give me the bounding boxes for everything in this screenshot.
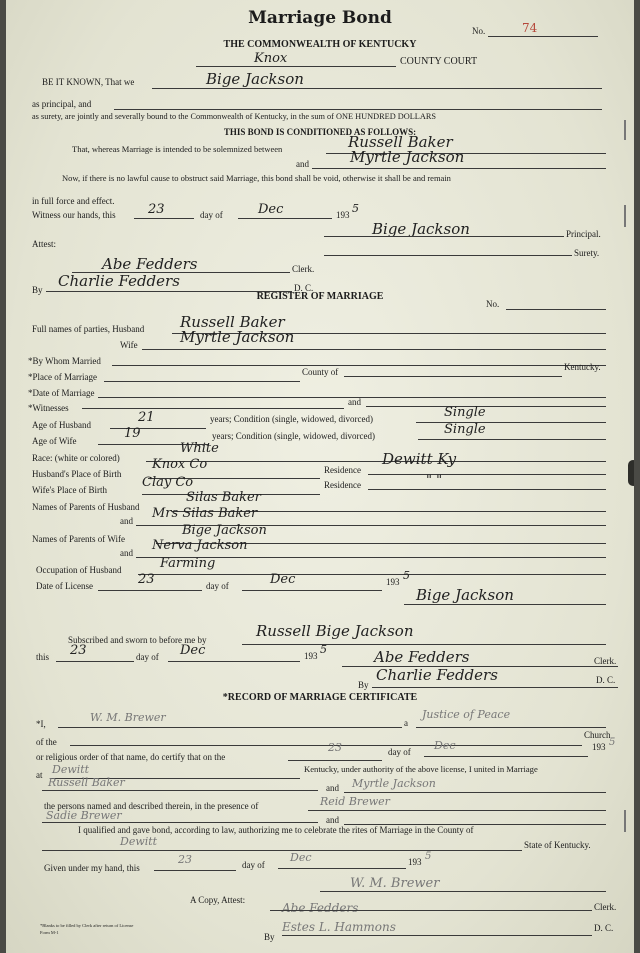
sworn-year-digit: 5 <box>320 643 327 656</box>
cert-month: Dec <box>434 739 456 752</box>
bond-month: Dec <box>258 202 284 217</box>
register-dc-signature: Charlie Fedders <box>376 666 498 684</box>
by-whom-label: *By Whom Married <box>28 356 101 366</box>
footnote-2: Form M-1 <box>40 930 59 935</box>
cert-given-day: 23 <box>178 853 192 866</box>
cert-a-label: a <box>404 718 408 728</box>
wife-name: Myrtle Jackson <box>180 328 295 346</box>
license-day: 23 <box>138 572 155 587</box>
occupation-label: Occupation of Husband <box>36 565 122 575</box>
cert-witness-2: Sadie Brewer <box>46 809 122 822</box>
cert-at-label: at <box>36 770 43 780</box>
copy-by-label: By <box>264 932 275 942</box>
license-month: Dec <box>270 572 296 587</box>
wife-residence: " " <box>426 473 443 488</box>
witnesses-and: and <box>348 397 361 407</box>
cert-i-label: *I, <box>36 719 46 729</box>
cert-witness-1: Reid Brewer <box>320 795 390 808</box>
age-wife: 19 <box>124 426 141 441</box>
register-number-label: No. <box>486 299 500 309</box>
principal-label: Principal. <box>566 229 601 239</box>
bond-day: 23 <box>148 202 165 217</box>
residence-label-w: Residence <box>324 480 361 490</box>
surety-text: as surety, are jointly and severally bound to the Commonwealth of Kentucky, in the sum of ONE HUNDRED DOLLARS <box>32 112 437 121</box>
condition-label-w: years; Condition (single, widowed, divorced) <box>212 431 375 441</box>
cert-religious-text: or religious order of that name, do certify that on the <box>36 752 226 762</box>
county-court-label: COUNTY COURT <box>400 56 478 67</box>
cert-given-text: Given under my hand, this <box>44 863 140 873</box>
certificate-heading: *RECORD OF MARRIAGE CERTIFICATE <box>222 692 418 703</box>
document-title: Marriage Bond <box>248 8 392 28</box>
cert-given-year-digit: 5 <box>425 851 432 862</box>
sworn-month: Dec <box>180 643 206 658</box>
wife-mother: Nerva Jackson <box>152 538 248 553</box>
day-of-text: day of <box>200 210 223 220</box>
county-of-label: County of <box>302 367 339 377</box>
cert-place: Dewitt <box>52 763 90 776</box>
bond-clerk-signature: Abe Fedders <box>102 255 198 273</box>
license-year-digit: 5 <box>403 569 410 582</box>
condition-husband: Single <box>444 405 486 420</box>
bond-year-digit: 5 <box>352 202 359 215</box>
cert-of-the: of the <box>36 737 57 747</box>
condition-wife: Single <box>444 422 486 437</box>
place-label: *Place of Marriage <box>28 372 97 382</box>
wife-father: Bige Jackson <box>182 523 267 538</box>
cert-year-prefix: 193 <box>592 742 606 752</box>
binder-mark-1 <box>624 120 626 140</box>
husband-residence: Dewitt Ky <box>382 450 457 468</box>
bond-number: 74 <box>522 21 538 35</box>
be-it-known-text: BE IT KNOWN, That we <box>42 77 135 87</box>
cert-groom: Russell Baker <box>48 776 125 789</box>
parents-h-and: and <box>120 516 133 526</box>
husband-father: Silas Baker <box>186 490 261 505</box>
cert-state-label: State of Kentucky. <box>524 840 591 850</box>
cert-given-day-of: day of <box>242 860 265 870</box>
register-dc-label: D. C. <box>596 675 616 685</box>
binder-mark-2 <box>624 205 626 227</box>
copy-dc-signature: Estes L. Hammons <box>282 920 396 934</box>
cert-day: 23 <box>328 741 342 754</box>
bond-party-husband: Russell Baker <box>348 133 453 151</box>
register-clerk-label: Clerk. <box>594 656 617 666</box>
cert-witness-and: and <box>326 815 339 825</box>
license-date-label: Date of License <box>36 581 93 591</box>
cert-qualified-text: I qualified and gave bond, according to law, authorizing me to celebrate the rites of Marriage in the County of <box>78 825 474 835</box>
husband-birthplace: Knox Co <box>152 457 208 472</box>
commonwealth-heading: THE COMMONWEALTH OF KENTUCKY <box>223 39 417 50</box>
whereas-text: That, whereas Marriage is intended to be solemnized between <box>72 144 283 154</box>
age-wife-label: Age of Wife <box>32 436 77 446</box>
marriage-bond-document <box>6 0 634 953</box>
attest-label: Attest: <box>32 239 56 249</box>
bond-year-prefix: 193 <box>336 210 350 220</box>
cert-officiant-signature: W. M. Brewer <box>350 876 440 891</box>
residence-label-h: Residence <box>324 465 361 475</box>
cert-year-digit: 5 <box>609 737 616 748</box>
bond-number-label: No. <box>472 26 486 36</box>
husband-birth-label: Husband's Place of Birth <box>32 469 122 479</box>
license-year-prefix: 193 <box>386 577 400 587</box>
race: White <box>180 441 219 456</box>
as-principal-text: as principal, and <box>32 99 92 109</box>
occupation: Farming <box>160 556 216 571</box>
cert-bond-county: Dewitt <box>120 835 158 848</box>
sworn-year-prefix: 193 <box>304 651 318 661</box>
race-label: Race: (white or colored) <box>32 453 120 463</box>
full-names-label: Full names of parties, Husband <box>32 324 145 334</box>
sworn-day: 23 <box>70 643 87 658</box>
copy-clerk-signature: Abe Fedders <box>282 901 359 915</box>
full-force-text: in full force and effect. <box>32 196 115 206</box>
witnesses-label: *Witnesses <box>28 403 69 413</box>
register-by-label: By <box>358 680 369 690</box>
footnote-1: *Blanks to be filled by Clerk after return of License <box>40 923 134 928</box>
register-clerk-signature: Abe Fedders <box>374 648 470 666</box>
copy-dc-label: D. C. <box>594 923 614 933</box>
binder-mark-3 <box>624 810 626 832</box>
witness-hands-text: Witness our hands, this <box>32 210 116 220</box>
subscribed-text: Subscribed and sworn to before me by <box>68 635 207 645</box>
sworn-day-of: day of <box>136 652 159 662</box>
bond-party-wife: Myrtle Jackson <box>350 148 465 166</box>
county-name: Knox <box>254 51 288 66</box>
age-husband: 21 <box>138 410 155 425</box>
bond-dc-signature: Charlie Fedders <box>58 272 180 290</box>
principal-signature: Bige Jackson <box>372 220 470 238</box>
cert-given-month: Dec <box>290 851 312 864</box>
and-text: and <box>296 159 309 169</box>
cert-officiant: W. M. Brewer <box>90 711 166 724</box>
husband-name: Russell Baker <box>180 313 285 331</box>
copy-attest-label: A Copy, Attest: <box>190 895 246 905</box>
cert-officiant-title: Justice of Peace <box>422 708 511 721</box>
wife-label: Wife <box>120 340 138 350</box>
cert-persons-text: the persons named and described therein, in the presence of <box>44 801 259 811</box>
surety-label: Surety. <box>574 248 600 258</box>
parents-wife-label: Names of Parents of Wife <box>32 534 125 544</box>
license-day-of: day of <box>206 581 229 591</box>
sworn-by: Russell Bige Jackson <box>256 622 414 640</box>
kentucky-label: Kentucky. <box>564 362 601 372</box>
wife-birthplace: Clay Co <box>142 475 194 490</box>
wife-birth-label: Wife's Place of Birth <box>32 485 107 495</box>
husband-mother: Mrs Silas Baker <box>152 506 258 521</box>
condition-label-h: years; Condition (single, widowed, divorced) <box>210 414 373 424</box>
parents-w-and: and <box>120 548 133 558</box>
conditioned-heading: THIS BOND IS CONDITIONED AS FOLLOWS: <box>223 127 417 137</box>
binder-hole-1 <box>628 460 634 486</box>
license-signature: Bige Jackson <box>416 586 514 604</box>
date-label: *Date of Marriage <box>28 388 95 398</box>
now-if-text: Now, if there is no lawful cause to obstruct said Marriage, this bond shall be void, otherwise it shall be and remain <box>62 173 451 183</box>
principal-name: Bige Jackson <box>206 70 304 88</box>
register-heading: REGISTER OF MARRIAGE <box>256 291 384 302</box>
bond-dc-label: D. C. <box>294 283 314 293</box>
age-husband-label: Age of Husband <box>32 420 91 430</box>
parents-husband-label: Names of Parents of Husband <box>32 502 140 512</box>
sworn-this: this <box>36 652 50 662</box>
copy-clerk-label: Clerk. <box>594 902 617 912</box>
cert-and: and <box>326 783 339 793</box>
cert-kentucky-text: Kentucky, under authority of the above license, I united in Marriage <box>304 764 538 774</box>
cert-given-year-prefix: 193 <box>408 857 422 867</box>
bond-clerk-label: Clerk. <box>292 264 315 274</box>
cert-church-label: Church <box>584 730 611 740</box>
cert-bride: Myrtle Jackson <box>352 777 436 790</box>
cert-day-of: day of <box>388 747 411 757</box>
bond-by-label: By <box>32 285 43 295</box>
